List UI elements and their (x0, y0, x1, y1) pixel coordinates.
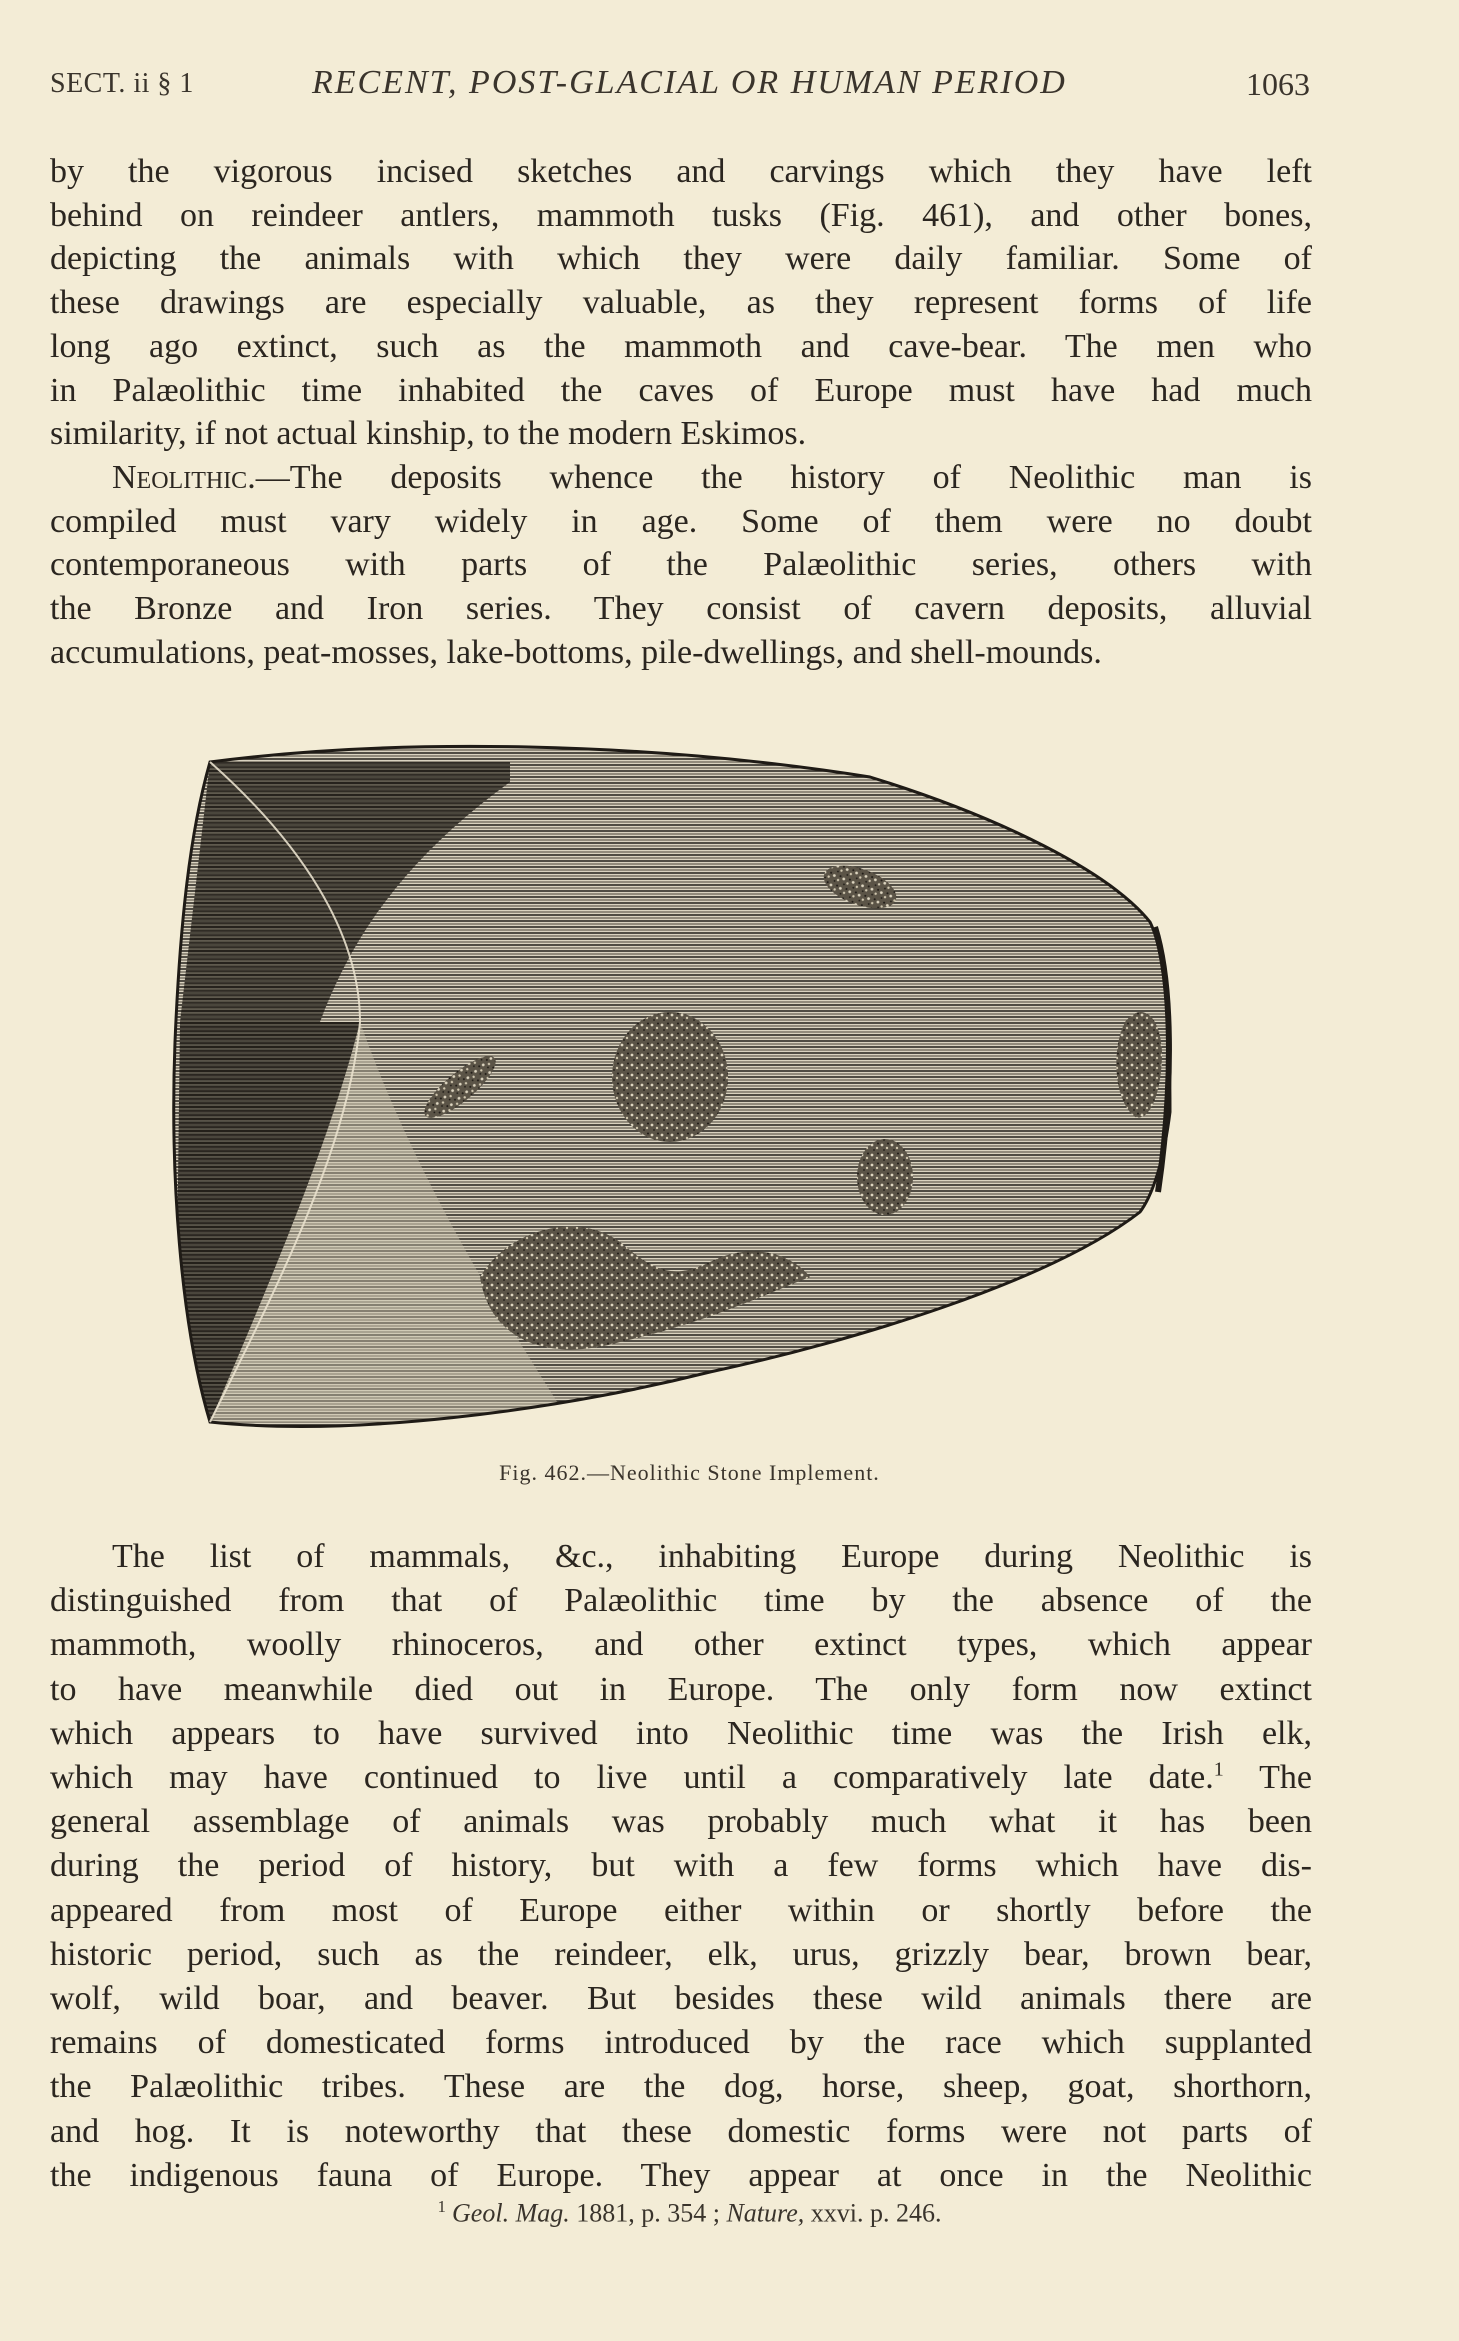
paragraph-neolithic (50, 456, 1312, 675)
section-heading-neolithic: Neolithic. (112, 459, 256, 496)
text-line: by the vigorous incised sketches and carvings which they have left (50, 153, 1312, 190)
figure-stone-implement (150, 722, 1290, 1452)
page-number: 1063 (1246, 66, 1310, 102)
figure-caption: Fig. 462.—Neolithic Stone Implement. (499, 1460, 880, 1485)
running-head-title: RECENT, POST-GLACIAL OR HUMAN PERIOD (312, 64, 1067, 101)
text-line: the indigenous fauna of Europe. They appear at once in the Neolithic (50, 2156, 1312, 2194)
text-line: general assemblage of animals was probably much what it has been (50, 1803, 1312, 1841)
paragraph-palaeolithic (50, 150, 1312, 456)
text-line: long ago extinct, such as the mammoth and cave-bear. The men who (50, 327, 1312, 365)
text-line: compiled must vary widely in age. Some of them were no doubt (50, 502, 1312, 540)
footnote (0, 2197, 1379, 2229)
text-line: wolf, wild boar, and beaver. But besides these wild animals there are (50, 1980, 1312, 2018)
text-line: The list of mammals, &c., inhabiting Europe during Neolithic is (112, 1538, 1312, 1575)
footnote-reference[interactable]: 1 (1213, 1758, 1224, 1781)
text-line: depicting the animals with which they were daily familiar. Some of (50, 240, 1312, 278)
text-line: during the period of history, but with a few forms which have dis- (50, 1847, 1312, 1885)
paragraph-mammals (50, 1535, 1312, 2198)
text-line: the Bronze and Iron series. They consist of cavern deposits, alluvial (50, 590, 1312, 628)
text-line: distinguished from that of Palæolithic time by the absence of the (50, 1582, 1312, 1620)
text-line: appeared from most of Europe either within or shortly before the (50, 1891, 1312, 1929)
text-line: mammoth, woolly rhinoceros, and other extinct types, which appear (50, 1626, 1312, 1664)
text-line: remains of domesticated forms introduced by the race which supplanted (50, 2024, 1312, 2062)
text-line: —The deposits whence the history of Neolithic man is (255, 459, 1312, 496)
text-line: to have meanwhile died out in Europe. The only form now extinct (50, 1670, 1312, 1708)
text-line-tail: The (1223, 1759, 1312, 1797)
running-head-section: SECT. ii § 1 (50, 68, 194, 99)
footnote-mark: 1 (437, 2197, 447, 2216)
text-line: the Palæolithic tribes. These are the dog, horse, sheep, goat, shorthorn, (50, 2068, 1312, 2106)
text-line: behind on reindeer antlers, mammoth tusks (Fig. 461), and other bones, (50, 196, 1312, 234)
footnote-journal-2: Nature, (726, 2198, 805, 2228)
footnote-text-2: xxvi. p. 246. (804, 2198, 942, 2228)
text-line: accumulations, peat-mosses, lake-bottoms, pile-dwellings, and shell-mounds. (50, 633, 1102, 671)
text-line: similarity, if not actual kinship, to the modern Eskimos. (50, 415, 807, 453)
running-head (50, 64, 1310, 108)
footnote-text: 1881, p. 354 ; (569, 2198, 727, 2228)
text-line: these drawings are especially valuable, as they represent forms of life (50, 284, 1312, 322)
text-line: which may have continued to live until a comparatively late date. (50, 1759, 1214, 1797)
text-line: contemporaneous with parts of the Palæolithic series, others with (50, 546, 1312, 584)
text-line: which appears to have survived into Neolithic time was the Irish elk, (50, 1714, 1312, 1752)
text-line: and hog. It is noteworthy that these domestic forms were not parts of (50, 2112, 1312, 2150)
stone-implement-engraving (150, 722, 1290, 1452)
footnote-journal: Geol. Mag. (452, 2198, 570, 2228)
text-line: in Palæolithic time inhabited the caves of Europe must have had much (50, 371, 1312, 409)
text-line: historic period, such as the reindeer, elk, urus, grizzly bear, brown bear, (50, 1935, 1312, 1973)
